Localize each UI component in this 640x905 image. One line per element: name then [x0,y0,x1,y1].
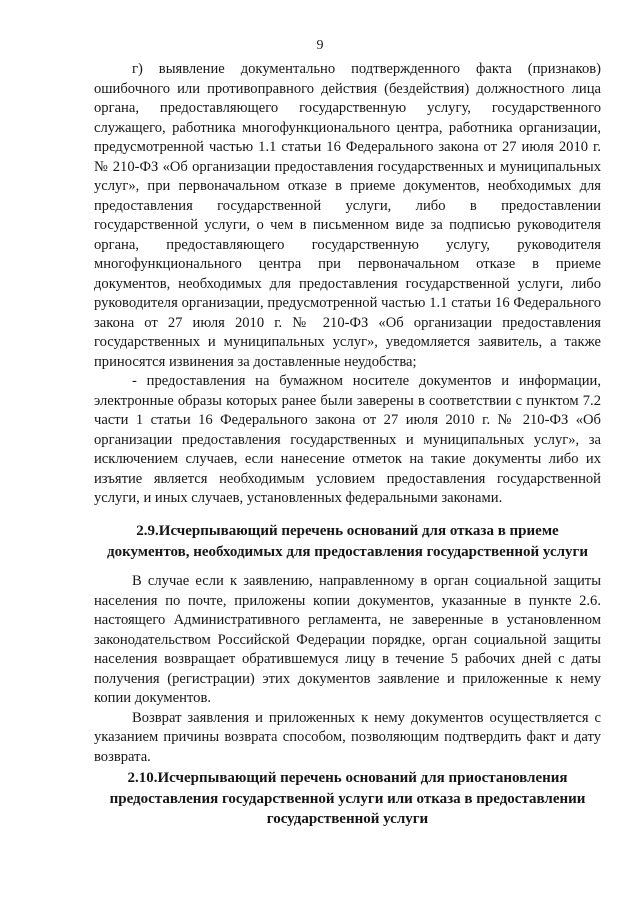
paragraph-item-g: г) выявление документально подтвержденного факта (признаков) ошибочного или противоправного действия (бездействия) должностного лица органа, предоставляющего государственную услугу, государственного служащего, работника многофункционального центра, работника организации, предусмотренной частью 1.1 статьи 16 Федерального закона от 27 июля 2010 г. № 210-ФЗ «Об организации предоставления государственных и муниципальных услуг», при первоначальном отказе в приеме документов, необходимых для предоставления государственной услуги, либо в предоставлении государственной услуги, о чем в письменном виде за подписью руководителя органа, предоставляющего государственную услугу, руководителя многофункционального центра при первоначальном отказе в приеме документов, необходимых для предоставления государственной услуги, либо руководителя организации, предусмотренной частью 1.1 статьи 16 Федерального закона от 27 июля 2010 г. № 210-ФЗ «Об организации предоставления государственных и муниципальных услуг», уведомляется заявитель, а также приносятся извинения за доставленные неудобства; [94,61,601,370]
section-2-9-body [94,572,601,767]
section-2-8-continuation [94,60,601,509]
paragraph-dash-item: - предоставления на бумажном носителе документов и информации, электронные образы которых ранее были заверены в соответствии с пунктом 7.2 части 1 статьи 16 Федерального закона от 27 июля 2010 г. № 210-ФЗ «Об организации предоставления государственных и муниципальных услуг», за исключением случаев, если нанесение отметок на такие документы либо их изъятие является необходимым условием предоставления государственной услуги, и иных случаев, установленных федеральными законами. [94,373,601,506]
page-number: 9 [316,38,324,53]
paragraph-return-conditions: В случае если к заявлению, направленному в орган социальной защиты населения по почте, приложены копии документов, указанные в пункте 2.6. настоящего Административного регламента, не заверенные в установленном законодательством Российской Федерации порядке, орган социальной защиты населения возвращает обратившемуся лицу в течение 5 рабочих дней с даты получения (регистрации) этих документов заявление и приложенные к нему копии документов. [94,573,601,706]
section-2-9-heading: 2.9.Исчерпывающий перечень оснований для отказа в приеме документов, необходимых для предоставления государственной услуги [106,523,589,560]
section-2-10-heading: 2.10.Исчерпывающий перечень оснований для приостановления предоставления государственной услуги или отказа в предоставлении государственной услуги [109,770,586,827]
paragraph-return-method: Возврат заявления и приложенных к нему документов осуществляется с указанием причины возврата способом, позволяющим подтвердить факт и дату возврата. [94,709,601,765]
